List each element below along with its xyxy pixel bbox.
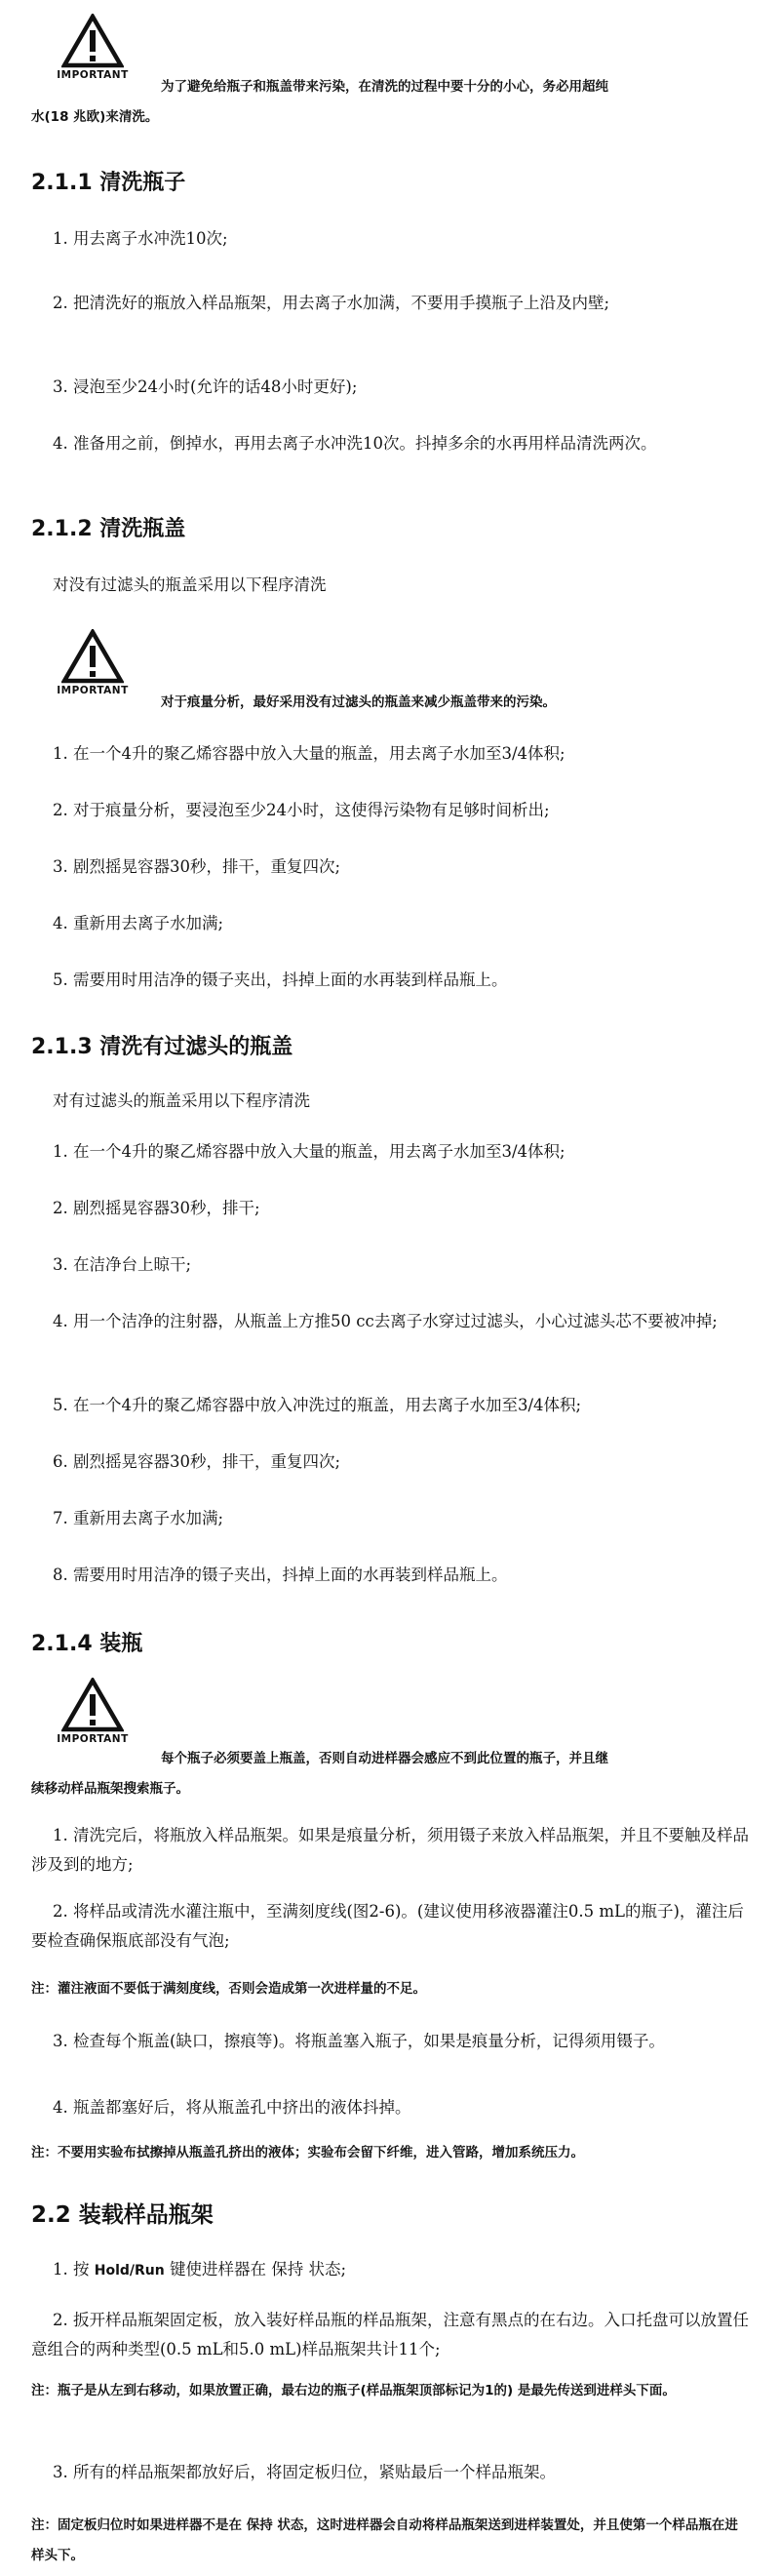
list-item: 3. 浸泡至少24小时(允许的话48小时更好);	[53, 377, 358, 396]
list-item: 5. 在一个4升的聚乙烯容器中放入冲洗过的瓶盖，用去离子水加至3/4体积;	[53, 1396, 582, 1414]
list-item: 3. 在洁净台上晾干;	[53, 1255, 192, 1274]
list-item: 1. 清洗完后，将瓶放入样品瓶架。如果是痕量分析，须用镊子来放入样品瓶架，并且不要触及样品涉及到的地方;	[31, 1826, 749, 1874]
list-item	[31, 2255, 749, 2285]
warning-block-2	[31, 629, 753, 736]
note-text: 注：灌注液面不要低于满刻度线，否则会造成第一次进样量的不足。	[31, 1981, 426, 1997]
section-heading-2-1-2: 2.1.2 清洗瓶盖	[31, 517, 186, 541]
warning-text: 对于痕量分析，最好采用没有过滤头的瓶盖来减少瓶盖带来的污染。	[161, 694, 556, 710]
list-item: 2. 剧烈摇晃容器30秒，排干;	[53, 1199, 260, 1217]
important-badge	[39, 629, 146, 696]
warning-block-1	[31, 14, 753, 140]
warning-triangle-icon	[61, 629, 124, 684]
note-text: 注：固定板归位时如果进样器不是在 保持 状态，这时进样器会自动将样品瓶架送到进样装置处，并且使第一个样品瓶在进样头下。	[31, 2517, 738, 2563]
list-item: 1. 在一个4升的聚乙烯容器中放入大量的瓶盖，用去离子水加至3/4体积;	[53, 1142, 566, 1161]
list-item: 4. 重新用去离子水加满;	[53, 914, 224, 932]
list-item: 2. 把清洗好的瓶放入样品瓶架，用去离子水加满，不要用手摸瓶子上沿及内壁;	[53, 294, 610, 312]
list-item: 6. 剧烈摇晃容器30秒，排干，重复四次;	[53, 1452, 341, 1471]
section-intro: 对有过滤头的瓶盖采用以下程序清洗	[53, 1091, 310, 1110]
list-item: 4. 瓶盖都塞好后，将从瓶盖孔中挤出的液体抖掉。	[53, 2098, 411, 2117]
hold-run-key-label: Hold/Run	[94, 2263, 165, 2279]
list-item: 2. 将样品或清洗水灌注瓶中，至满刻度线(图2-6)。(建议使用移液器灌注0.5 mL的瓶子)，灌注后要检查确保瓶底部没有气泡;	[31, 1902, 744, 1950]
warning-triangle-icon	[61, 1678, 124, 1732]
list-item: 7. 重新用去离子水加满;	[53, 1509, 224, 1527]
list-item: 4. 用一个洁净的注射器，从瓶盖上方推50 cc去离子水穿过过滤头，小心过滤头芯不要被冲掉;	[53, 1312, 718, 1330]
list-item: 1. 在一个4升的聚乙烯容器中放入大量的瓶盖，用去离子水加至3/4体积;	[53, 744, 566, 763]
important-label: IMPORTANT	[57, 1733, 129, 1745]
important-label: IMPORTANT	[57, 69, 129, 81]
section-intro: 对没有过滤头的瓶盖采用以下程序清洗	[53, 575, 327, 594]
note-text: 注：不要用实验布拭擦掉从瓶盖孔挤出的液体；实验布会留下纤维，进入管路，增加系统压力。	[31, 2145, 584, 2160]
important-label: IMPORTANT	[57, 685, 129, 696]
list-item: 2. 扳开样品瓶架固定板，放入装好样品瓶的样品瓶架，注意有黑点的在右边。入口托盘可以放置任意组合的两种类型(0.5 mL和5.0 mL)样品瓶架共计11个;	[31, 2311, 749, 2358]
list-item: 3. 检查每个瓶盖(缺口，擦痕等)。将瓶盖塞入瓶子，如果是痕量分析，记得须用镊子。	[53, 2032, 665, 2050]
list-item: 8. 需要用时用洁净的镊子夹出，抖掉上面的水再装到样品瓶上。	[53, 1565, 508, 1584]
warning-triangle-icon	[61, 14, 124, 68]
list-item: 2. 对于痕量分析，要浸泡至少24小时，这使得污染物有足够时间析出;	[53, 801, 550, 819]
warning-text-cont: 水(18 兆欧)来清洗。	[31, 109, 159, 125]
section-heading-2-1-1: 2.1.1 清洗瓶子	[31, 171, 186, 195]
important-badge	[39, 1678, 146, 1745]
warning-text-cont: 续移动样品瓶架搜索瓶子。	[31, 1781, 189, 1797]
section-heading-2-1-4: 2.1.4 装瓶	[31, 1632, 143, 1656]
list-item: 3. 所有的样品瓶架都放好后，将固定板归位，紧贴最后一个样品瓶架。	[53, 2463, 556, 2481]
list-item: 3. 剧烈摇晃容器30秒，排干，重复四次;	[53, 857, 341, 876]
list-item: 4. 准备用之前，倒掉水，再用去离子水冲洗10次。抖掉多余的水再用样品清洗两次。	[53, 434, 657, 453]
list-item-suffix: 键使进样器在 保持 状态;	[164, 2260, 347, 2279]
warning-text: 为了避免给瓶子和瓶盖带来污染，在清洗的过程中要十分的小心，务必用超纯	[161, 79, 608, 95]
list-item-prefix: 1. 按	[53, 2260, 95, 2279]
list-item: 1. 用去离子水冲洗10次;	[53, 229, 228, 248]
section-heading-2-2: 2.2 装载样品瓶架	[31, 2202, 214, 2228]
important-badge	[39, 14, 146, 81]
note-text: 注：瓶子是从左到右移动，如果放置正确，最右边的瓶子(样品瓶架顶部标记为1的) 是最先传送到进样头下面。	[31, 2383, 676, 2398]
warning-block-3	[31, 1678, 753, 1809]
list-item: 5. 需要用时用洁净的镊子夹出，抖掉上面的水再装到样品瓶上。	[53, 971, 508, 989]
section-heading-2-1-3: 2.1.3 清洗有过滤头的瓶盖	[31, 1035, 293, 1059]
warning-text: 每个瓶子必须要盖上瓶盖，否则自动进样器会感应不到此位置的瓶子，并且继	[161, 1751, 608, 1766]
